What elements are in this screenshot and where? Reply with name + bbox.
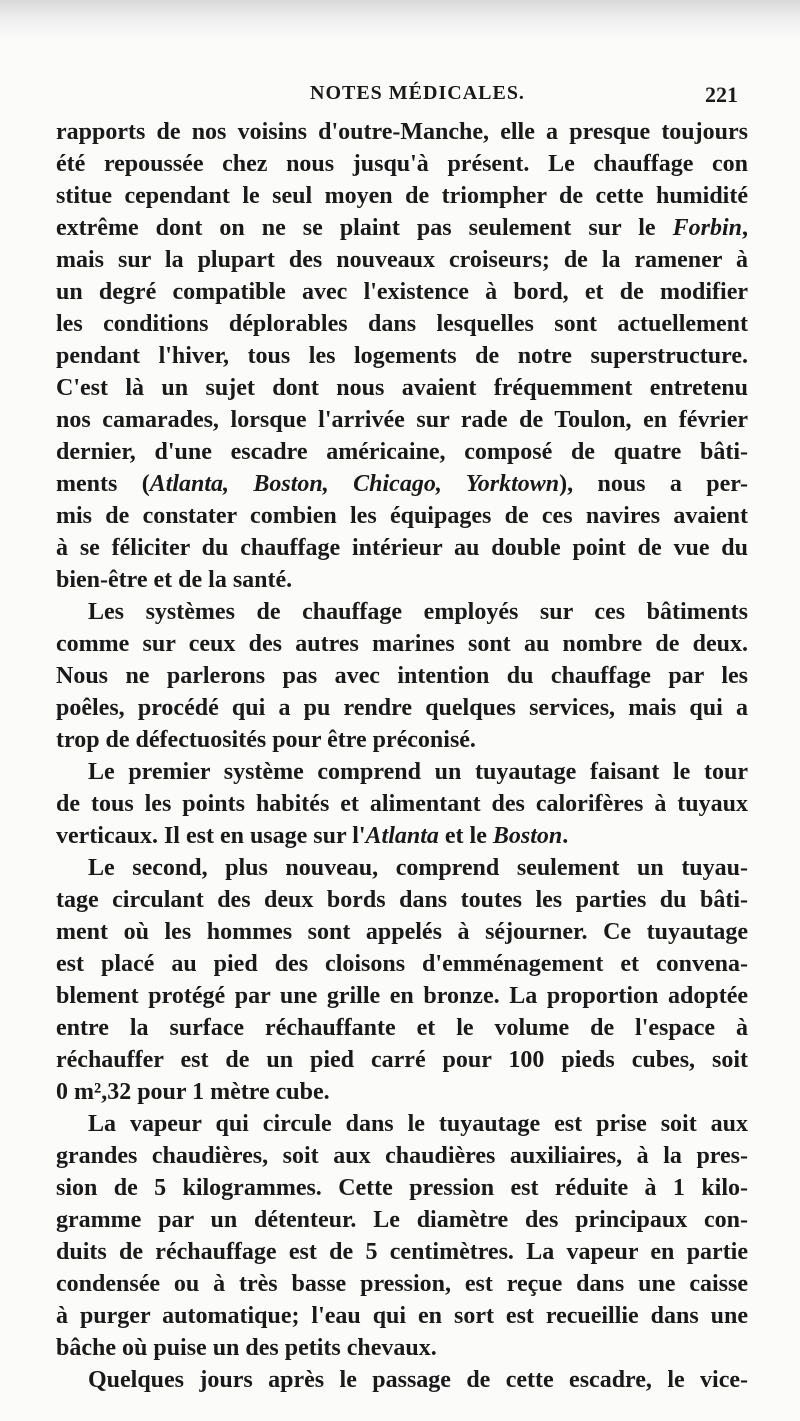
text-run: été repoussée chez nous jusqu'à présent. Le chauffage con — [56, 151, 748, 177]
text-run: Nous ne parlerons pas avec intention du chauffage par les — [56, 663, 748, 689]
text-line — [56, 564, 748, 596]
text-line — [56, 1300, 748, 1332]
text-line — [56, 1236, 748, 1268]
text-run: gramme par un détenteur. Le diamètre des principaux con- — [56, 1207, 748, 1233]
text-line — [56, 468, 748, 500]
text-run: grandes chaudières, soit aux chaudières auxiliaires, à la pres- — [56, 1143, 748, 1169]
text-run: verticaux. Il est en usage sur l' — [56, 823, 366, 849]
text-run: C'est là un sujet dont nous avaient fréquemment entretenu — [56, 375, 748, 401]
scan-edge-shadow — [0, 0, 800, 40]
text-line — [56, 532, 748, 564]
text-line — [56, 628, 748, 660]
text-run: stitue cependant le seul moyen de triompher de cette humidité — [56, 183, 748, 209]
text-line — [56, 500, 748, 532]
text-line — [56, 1108, 748, 1140]
text-line — [56, 980, 748, 1012]
text-run: un degré compatible avec l'existence à bord, et de modifier — [56, 279, 748, 305]
text-line — [56, 1044, 748, 1076]
text-line — [56, 180, 748, 212]
text-run: La vapeur qui circule dans le tuyautage est prise soit aux — [88, 1111, 748, 1137]
italic-text: Forbin — [672, 215, 742, 241]
text-line — [56, 596, 748, 628]
text-run: Les systèmes de chauffage employés sur ces bâtiments — [88, 599, 748, 625]
text-run: ments ( — [56, 471, 150, 497]
text-line — [56, 372, 748, 404]
text-run: bien-être et de la santé. — [56, 567, 293, 593]
text-run: sion de 5 kilogrammes. Cette pression est réduite à 1 kilo- — [56, 1175, 748, 1201]
text-line — [56, 1332, 748, 1364]
text-run: tage circulant des deux bords dans toutes les parties du bâti- — [56, 887, 748, 913]
text-line — [56, 404, 748, 436]
text-run: ), nous a per- — [559, 471, 748, 497]
text-run: blement protégé par une grille en bronze. La proportion adoptée — [56, 983, 748, 1009]
text-run: Quelques jours après le passage de cette escadre, le vice- — [88, 1367, 748, 1393]
text-run: dernier, d'une escadre américaine, composé de quatre bâti- — [56, 439, 748, 465]
text-run: bâche où puise un des petits chevaux. — [56, 1335, 437, 1361]
text-run: condensée ou à très basse pression, est reçue dans une caisse — [56, 1271, 748, 1297]
text-line — [56, 756, 748, 788]
text-line — [56, 788, 748, 820]
text-run: comme sur ceux des autres marines sont au nombre de deux. — [56, 631, 748, 657]
text-run: les conditions déplorables dans lesquelles sont actuellement — [56, 311, 748, 337]
text-line — [56, 1364, 748, 1396]
text-run: 0 m²,32 pour 1 mètre cube. — [56, 1079, 330, 1105]
text-line — [56, 308, 748, 340]
text-run: ment où les hommes sont appelés à séjourner. Ce tuyautage — [56, 919, 748, 945]
text-line — [56, 724, 748, 756]
text-line — [56, 436, 748, 468]
text-run: à se féliciter du chauffage intérieur au double point de vue du — [56, 535, 748, 561]
text-line — [56, 276, 748, 308]
text-line — [56, 1268, 748, 1300]
text-run: nos camarades, lorsque l'arrivée sur rade de Toulon, en février — [56, 407, 748, 433]
text-run: poêles, procédé qui a pu rendre quelques services, mais qui a — [56, 695, 748, 721]
text-line — [56, 948, 748, 980]
text-line — [56, 244, 748, 276]
text-line — [56, 116, 748, 148]
text-run: est placé au pied des cloisons d'emménagement et convena- — [56, 951, 748, 977]
text-run: pendant l'hiver, tous les logements de notre superstructure. — [56, 343, 748, 369]
text-line — [56, 148, 748, 180]
text-line — [56, 660, 748, 692]
text-line — [56, 916, 748, 948]
italic-text: Atlanta — [365, 823, 439, 849]
text-run: Le premier système comprend un tuyautage faisant le tour — [88, 759, 748, 785]
text-line — [56, 1012, 748, 1044]
text-run: mais sur la plupart des nouveaux croiseurs; de la ramener à — [56, 247, 748, 273]
text-line — [56, 852, 748, 884]
italic-text: Boston — [492, 823, 563, 849]
page-header — [98, 82, 738, 112]
text-line — [56, 1140, 748, 1172]
text-line — [56, 212, 748, 244]
text-run: et le — [438, 823, 493, 849]
text-run: entre la surface réchauffante et le volume de l'espace à — [56, 1015, 748, 1041]
text-run: extrême dont on ne se plaint pas seulement sur le — [56, 215, 673, 241]
text-line — [56, 340, 748, 372]
page-number: 221 — [705, 82, 738, 107]
text-run: à purger automatique; l'eau qui en sort est recueillie dans une — [56, 1303, 748, 1329]
text-line — [56, 1076, 748, 1108]
text-run: mis de constater combien les équipages de ces navires avaient — [56, 503, 748, 529]
text-line — [56, 1204, 748, 1236]
text-run: Le second, plus nouveau, comprend seulement un tuyau- — [88, 855, 748, 881]
body-text — [56, 116, 748, 1396]
text-line — [56, 884, 748, 916]
text-line — [56, 1172, 748, 1204]
italic-text: Atlanta, Boston, Chicago, Yorktown — [149, 471, 560, 497]
running-title: NOTES MÉDICALES. — [310, 82, 525, 104]
text-run: duits de réchauffage est de 5 centimètres. La vapeur en partie — [56, 1239, 748, 1265]
text-run: réchauffer est de un pied carré pour 100 pieds cubes, soit — [56, 1047, 748, 1073]
text-run: de tous les points habités et alimentant des calorifères à tuyaux — [56, 791, 748, 817]
text-run: . — [562, 823, 569, 849]
text-run: trop de défectuosités pour être préconisé. — [56, 727, 476, 753]
text-line — [56, 820, 748, 852]
text-run: , — [742, 215, 748, 241]
text-run: rapports de nos voisins d'outre-Manche, elle a presque toujours — [56, 119, 748, 145]
text-line — [56, 692, 748, 724]
